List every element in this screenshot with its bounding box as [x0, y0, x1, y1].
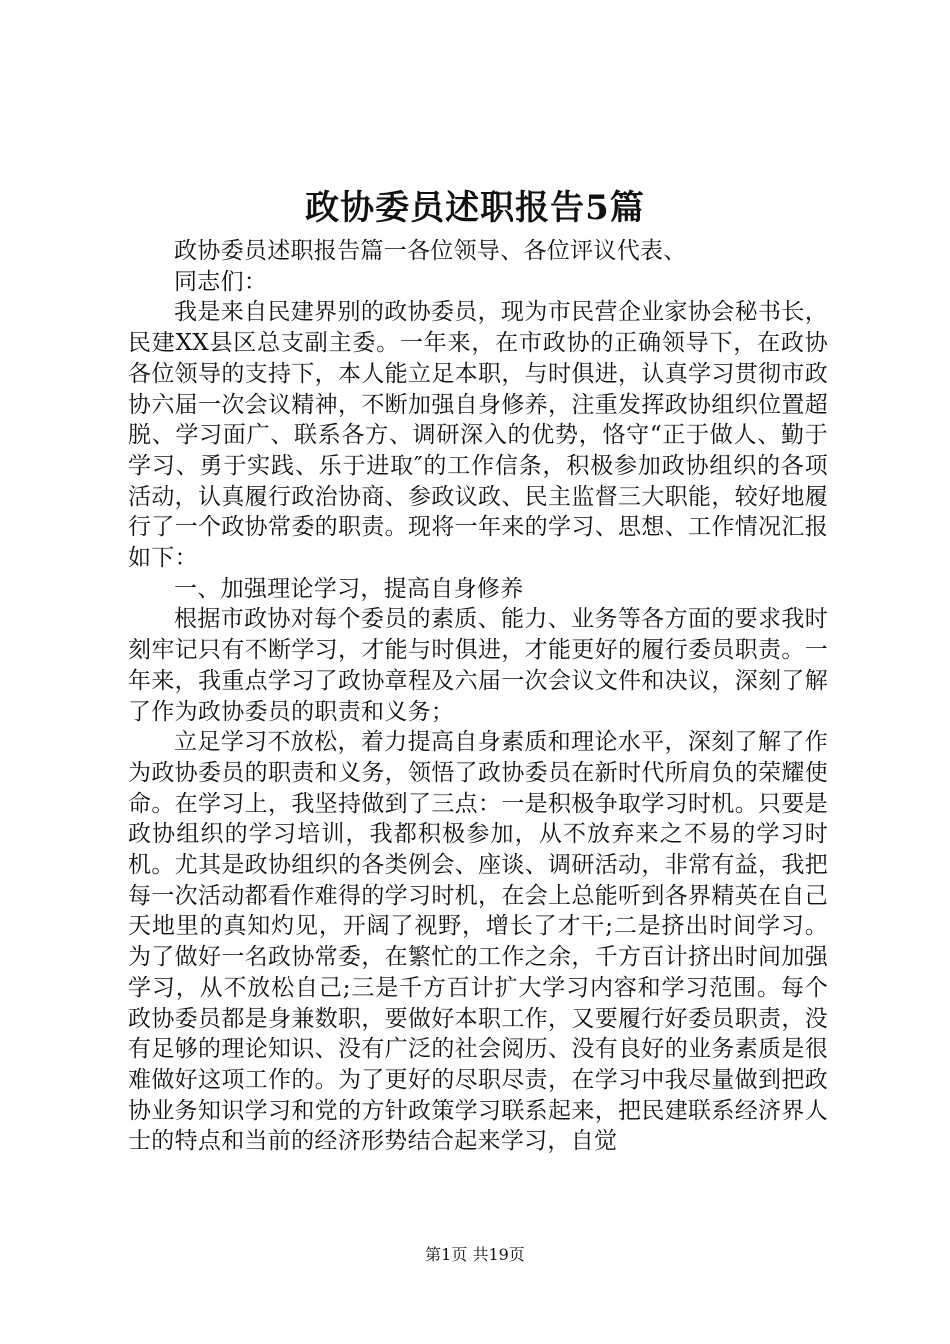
- paragraph-study-requirements: 根据市政协对每个委员的素质、能力、业务等各方面的要求我时刻牢记只有不断学习，才能与时俱进，才能更好的履行委员职责。一年来，我重点学习了政协章程及六届一次会议文件和决议，深刻了解了作为政协委员的职责和义务；: [128, 606, 828, 725]
- page-footer: 第1页 共19页: [425, 1245, 525, 1264]
- paragraph-study-details: 立足学习不放松，着力提高自身素质和理论水平，深刻了解了作为政协委员的职责和义务，领悟了政协委员在新时代所肩负的荣耀使命。在学习上，我坚持做到了三点：一是积极争取学习时机。只要是政协组织的学习培训，我都积极参加，从不放弃来之不易的学习时机。尤其是政协组织的各类例会、座谈、调研活动，非常有益，我把每一次活动都看作难得的学习时机，在会上总能听到各界精英在自己天地里的真知灼见，开阔了视野，增长了才干;二是挤出时间学习。为了做好一名政协常委，在繁忙的工作之余，千方百计挤出时间加强学习，从不放松自己;三是千方百计扩大学习内容和学习范围。每个政协委员都是身兼数职，要做好本职工作，又要履行好委员职责，没有足够的理论知识、没有广泛的社会阅历、没有良好的业务素质是很难做好这项工作的。为了更好的尽职尽责，在学习中我尽量做到把政协业务知识学习和党的方针政策学习联系起来，把民建联系经济界人士的特点和当前的经济形势结合起来学习，自觉: [128, 729, 828, 1155]
- paragraph-self-introduction: 我是来自民建界别的政协委员，现为市民营企业家协会秘书长，民建XX县区总支副主委。一年来，在市政协的正确领导下，在政协各位领导的支持下，本人能立足本职，与时俱进，认真学习贯彻市政协六届一次会议精神，不断加强自身修养，注重发挥政协组织位置超脱、学习面广、联系各方、调研深入的优势，恪守“正于做人、勤于学习、勇于实践、乐于进取″的工作信条，积极参加政协组织的各项活动，认真履行政治协商、参政议政、民主监督三大职能，较好地履行了一个政协常委的职责。现将一年来的学习、思想、工作情况汇报如下：: [128, 299, 828, 572]
- document-body: [128, 236, 828, 1157]
- section-heading-1: 一、加强理论学习，提高自身修养: [174, 575, 524, 602]
- paragraph-salutation: 同志们：: [174, 268, 268, 295]
- paragraph-intro: 政协委员述职报告篇一各位领导、各位评议代表、: [174, 238, 687, 264]
- document-title: 政协委员述职报告5篇: [305, 188, 645, 228]
